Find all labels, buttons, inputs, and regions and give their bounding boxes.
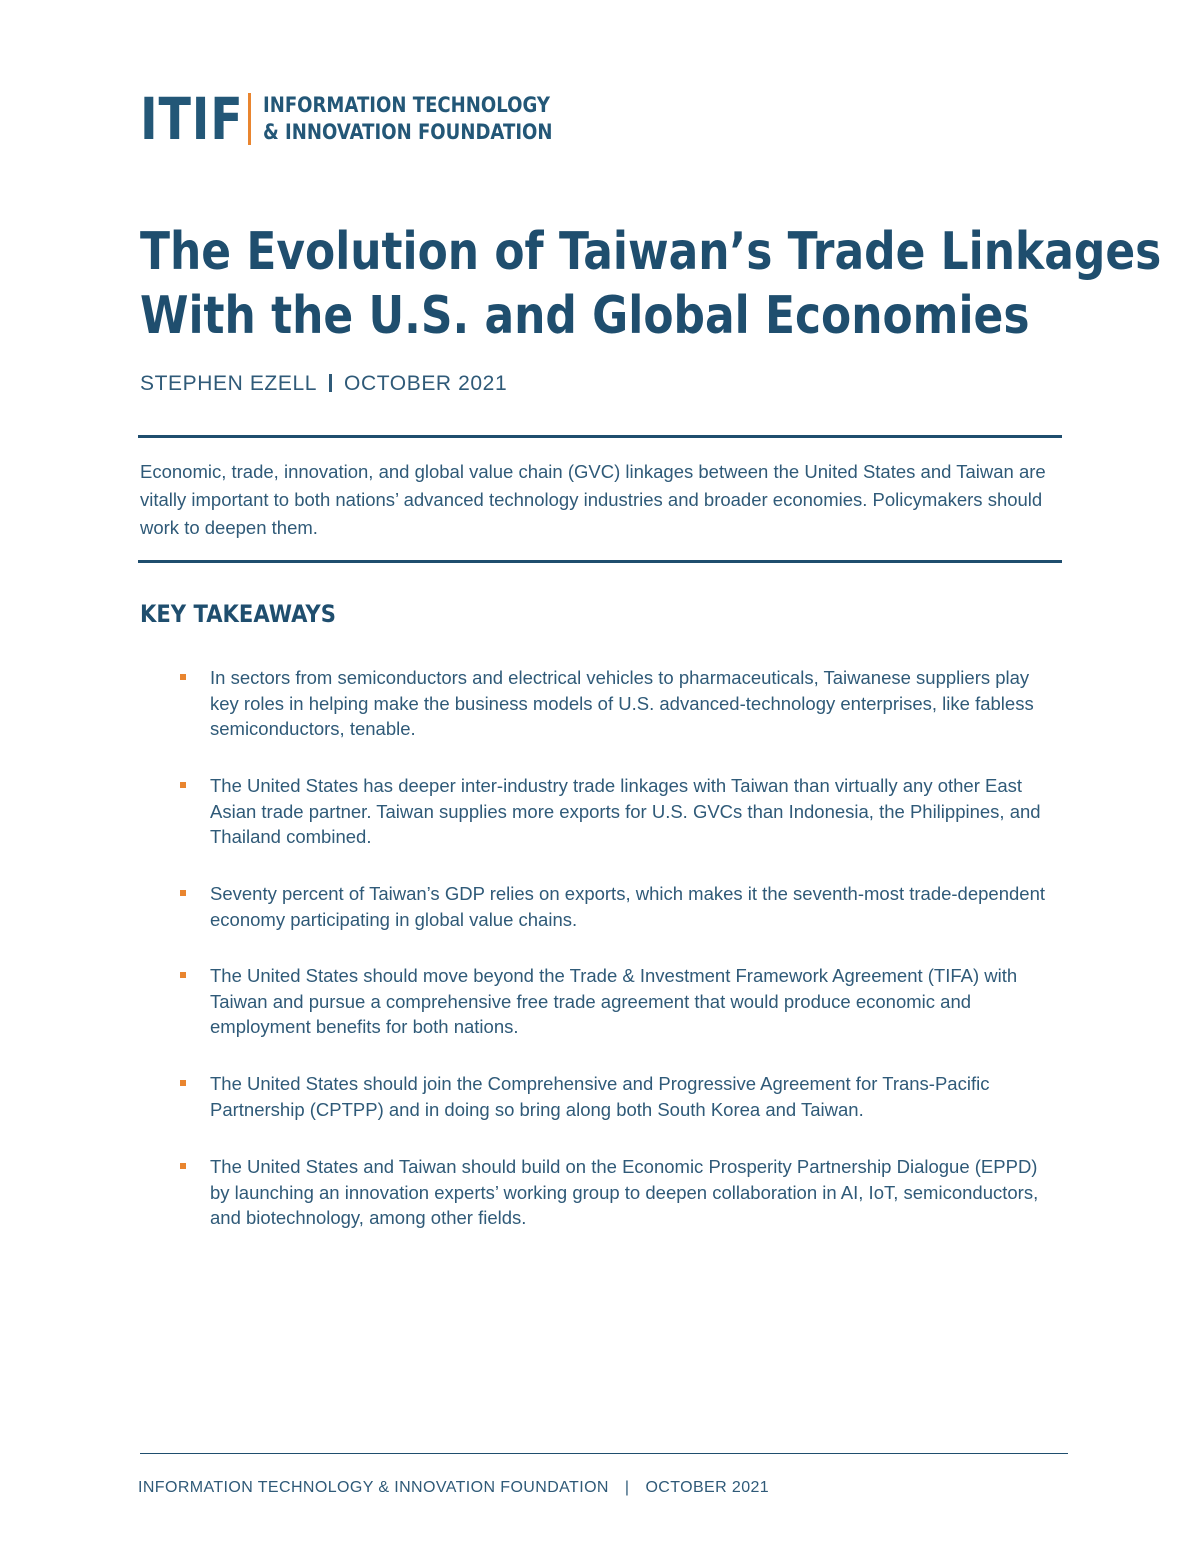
square-bullet-icon — [180, 1080, 186, 1086]
report-title-line1: The Evolution of Taiwan’s Trade Linkages — [140, 222, 1162, 282]
takeaway-text: The United States has deeper inter-industry trade linkages with Taiwan than virtually any other East Asian trade partner. Taiwan supplies more exports for U.S. GVCs than Indonesia, the Philippines, and Thailand combined. — [210, 775, 1041, 847]
square-bullet-icon — [180, 782, 186, 788]
byline-divider — [329, 374, 332, 392]
logo-divider — [248, 93, 251, 145]
key-takeaways-heading: KEY TAKEAWAYS — [140, 600, 336, 628]
abstract-top-rule — [138, 435, 1062, 438]
report-title — [140, 220, 1162, 348]
footer-org: INFORMATION TECHNOLOGY & INNOVATION FOUNDATION — [138, 1479, 609, 1496]
author: STEPHEN EZELL — [140, 372, 318, 395]
abstract-bottom-rule — [138, 560, 1062, 563]
report-title-line2: With the U.S. and Global Economies — [140, 286, 1030, 346]
logo-name — [263, 92, 553, 146]
byline — [140, 372, 507, 396]
footer-divider: | — [624, 1479, 630, 1496]
takeaway-text: The United States should move beyond the Trade & Investment Framework Agreement (TIFA) with Taiwan and pursue a comprehensive free trade agreement that would produce economic and employment benefits for both nations. — [210, 965, 1018, 1037]
square-bullet-icon — [180, 674, 186, 680]
abstract: Economic, trade, innovation, and global value chain (GVC) linkages between the United States and Taiwan are vitally important to both nations’ advanced technology industries and broader economies. Policymakers should work to deepen them. — [140, 461, 1046, 538]
itif-logo — [140, 85, 600, 153]
footer-date: OCTOBER 2021 — [645, 1479, 770, 1496]
logo-mark: ITIF — [140, 85, 244, 153]
logo-name-line2: & INNOVATION FOUNDATION — [263, 120, 553, 144]
publication-date: OCTOBER 2021 — [344, 372, 508, 395]
page-footer — [138, 1479, 769, 1497]
square-bullet-icon — [180, 1163, 186, 1169]
square-bullet-icon — [180, 972, 186, 978]
square-bullet-icon — [180, 890, 186, 896]
takeaway-text: The United States and Taiwan should build on the Economic Prosperity Partnership Dialogue (EPPD) by launching an innovation experts’ working group to deepen collaboration in AI, IoT, semiconductors, and biotechnology, among other fields. — [210, 1156, 1039, 1228]
takeaway-text: The United States should join the Comprehensive and Progressive Agreement for Trans-Pacific Partnership (CPTPP) and in doing so bring along both South Korea and Taiwan. — [210, 1073, 990, 1120]
footer-rule — [140, 1453, 1068, 1454]
takeaway-text: Seventy percent of Taiwan’s GDP relies on exports, which makes it the seventh-most trade-dependent economy participating in global value chains. — [210, 883, 1046, 930]
takeaway-text: In sectors from semiconductors and electrical vehicles to pharmaceuticals, Taiwanese suppliers play key roles in helping make the business models of U.S. advanced-technology enterprises, like fabless semiconductors, tenable. — [210, 667, 1034, 739]
logo-name-line1: INFORMATION TECHNOLOGY — [263, 93, 550, 117]
